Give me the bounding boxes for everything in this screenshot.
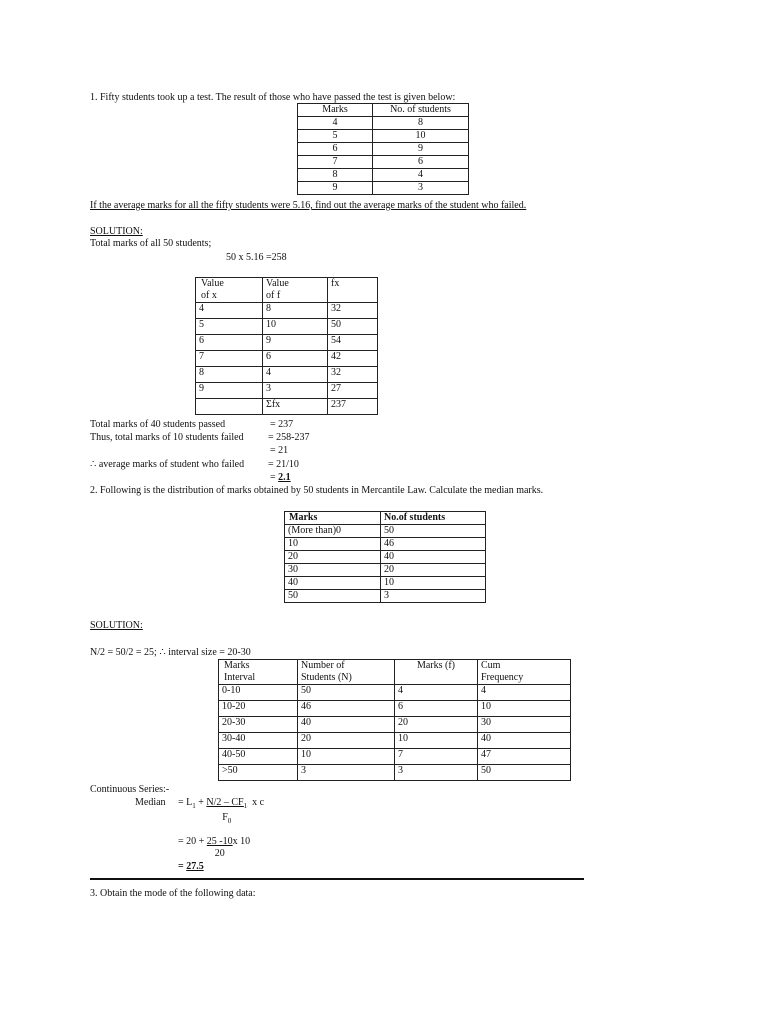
cell: 46 <box>298 701 395 717</box>
q1-table <box>297 103 469 195</box>
formula-sub: 1 <box>192 802 196 810</box>
cell: 9 <box>263 335 328 351</box>
cell: 10 <box>263 319 328 335</box>
s1-table <box>195 277 378 415</box>
cell: 7 <box>298 156 373 169</box>
cell: 7 <box>395 749 478 765</box>
cell: 5 <box>196 319 263 335</box>
s1-calc-1-left: Total marks of 40 students passed <box>90 419 226 430</box>
cell: 32 <box>328 367 378 383</box>
cell: 6 <box>373 156 469 169</box>
s1-header-x <box>196 278 263 303</box>
cell: 3 <box>395 765 478 781</box>
table-row <box>219 685 571 701</box>
cell: 0-10 <box>219 685 298 701</box>
numerator-text: N/2 – CF <box>206 797 244 808</box>
total-value: 237 <box>328 399 378 415</box>
table-row <box>285 538 486 551</box>
formula-denominator <box>222 812 231 823</box>
table-row <box>219 749 571 765</box>
denominator-sub: 0 <box>227 817 232 825</box>
s1-calc-2-right: = 258-237 <box>268 432 310 443</box>
cell <box>196 399 263 415</box>
cell: 50 <box>285 590 381 603</box>
cell: 3 <box>298 765 395 781</box>
q2-table <box>284 511 486 603</box>
cell: 40 <box>298 717 395 733</box>
header-line: Value <box>201 278 224 289</box>
header-line: Number of <box>301 660 345 671</box>
cell: 4 <box>373 169 469 182</box>
header-line: Frequency <box>481 672 524 683</box>
table-row <box>285 577 486 590</box>
table-row <box>298 156 469 169</box>
s2-result <box>178 861 204 873</box>
cell: 3 <box>381 590 486 603</box>
s1-line1: Total marks of all 50 students; <box>90 238 212 249</box>
cell: 4 <box>196 303 263 319</box>
s2-median-formula <box>178 797 264 827</box>
cell: 50 <box>328 319 378 335</box>
table-row <box>196 367 378 383</box>
s2-solution-label: SOLUTION: <box>90 620 143 631</box>
cell: 4 <box>263 367 328 383</box>
header-line: Interval <box>224 672 256 683</box>
s2-header-students <box>298 660 395 685</box>
table-row <box>196 383 378 399</box>
numerator-sub: 1 <box>243 802 248 810</box>
denominator-text: F <box>222 812 228 823</box>
q1-header-students: No. of students <box>373 104 469 117</box>
step-x: x 10 <box>232 836 251 847</box>
cell: 9 <box>298 182 373 195</box>
formula-numerator <box>206 797 247 808</box>
cell: >50 <box>219 765 298 781</box>
cell: 9 <box>196 383 263 399</box>
cell: 10 <box>285 538 381 551</box>
section-divider <box>90 878 584 880</box>
table-row <box>196 351 378 367</box>
cell: 47 <box>478 749 571 765</box>
cell: 4 <box>395 685 478 701</box>
header-line: fx <box>331 278 340 289</box>
s1-calc-3-right: = 21 <box>270 445 289 456</box>
q2-text: 2. Following is the distribution of marks obtained by 50 students in Mercantile Law. Calculate the median marks. <box>90 485 544 496</box>
s2-median-label: Median <box>135 797 166 808</box>
header-line: Students (N) <box>301 672 352 683</box>
cell: 10 <box>478 701 571 717</box>
header-line: Marks (f) <box>416 660 456 671</box>
cell: 6 <box>395 701 478 717</box>
formula-plus: + <box>195 797 207 808</box>
cell: 10 <box>395 733 478 749</box>
q1-header-marks: Marks <box>298 104 373 117</box>
q2-table-header <box>285 512 486 525</box>
cell: 10 <box>381 577 486 590</box>
s2-table <box>218 659 571 781</box>
table-row <box>285 551 486 564</box>
cell: 40 <box>285 577 381 590</box>
q1-table-header <box>298 104 469 117</box>
cell: 10 <box>373 130 469 143</box>
result-prefix: = <box>178 861 187 872</box>
s1-calc-2-left: Thus, total marks of 10 students failed <box>90 432 244 443</box>
cell: 3 <box>373 182 469 195</box>
step-numerator: 25 -10 <box>206 836 233 847</box>
formula-eq: = L <box>178 797 193 808</box>
s1-line2: 50 x 5.16 =258 <box>226 252 287 263</box>
table-row <box>196 319 378 335</box>
table-row <box>298 130 469 143</box>
cell: 8 <box>373 117 469 130</box>
formula-xc: x c <box>247 797 265 808</box>
q1-text: 1. Fifty students took up a test. The result of those who have passed the test is given below: <box>90 92 456 103</box>
cell: 9 <box>373 143 469 156</box>
s2-header-interval <box>219 660 298 685</box>
result-value: 27.5 <box>186 861 204 872</box>
total-label: Σfx <box>263 399 328 415</box>
s1-header-f <box>263 278 328 303</box>
cell: 8 <box>263 303 328 319</box>
answer-prefix: = <box>270 472 279 483</box>
s1-calc-4-right: = 21/10 <box>268 459 299 470</box>
table-row <box>219 765 571 781</box>
s1-calc-1-right: = 237 <box>270 419 294 430</box>
s1-answer <box>270 472 291 484</box>
formula-fraction <box>206 797 247 827</box>
table-row <box>285 525 486 538</box>
s2-series-label: Continuous Series:- <box>90 784 170 795</box>
table-row <box>298 117 469 130</box>
cell: 4 <box>298 117 373 130</box>
cell: 50 <box>381 525 486 538</box>
cell: 40 <box>381 551 486 564</box>
cell: 30 <box>478 717 571 733</box>
s2-table-header <box>219 660 571 685</box>
table-row <box>196 303 378 319</box>
cell: 30 <box>285 564 381 577</box>
step-lead: = 20 + <box>178 836 207 847</box>
s2-header-cum <box>478 660 571 685</box>
s1-table-header <box>196 278 378 303</box>
table-row <box>298 143 469 156</box>
cell: 46 <box>381 538 486 551</box>
q2-header-students: No.of students <box>381 512 486 525</box>
header-line: Value <box>266 278 289 289</box>
answer-value: 2.1 <box>278 472 291 483</box>
cell: 40 <box>478 733 571 749</box>
cell: 50 <box>298 685 395 701</box>
q1-question: If the average marks for all the fifty students were 5.16, find out the average marks of the student who failed. <box>90 200 527 211</box>
header-line: Cum <box>481 660 501 671</box>
q3-text: 3. Obtain the mode of the following data: <box>90 888 256 899</box>
table-row <box>219 733 571 749</box>
cell: 8 <box>196 367 263 383</box>
cell: 32 <box>328 303 378 319</box>
cell: 20-30 <box>219 717 298 733</box>
table-row <box>298 182 469 195</box>
cell: 20 <box>285 551 381 564</box>
cell: 42 <box>328 351 378 367</box>
cell: 30-40 <box>219 733 298 749</box>
cell: 6 <box>298 143 373 156</box>
s2-header-marks-f <box>395 660 478 685</box>
header-line: of f <box>266 290 281 301</box>
cell: (More than)0 <box>285 525 381 538</box>
cell: 50 <box>478 765 571 781</box>
cell: 27 <box>328 383 378 399</box>
s1-calc-4-left: ∴ average marks of student who failed <box>90 459 245 470</box>
cell: 5 <box>298 130 373 143</box>
cell: 8 <box>298 169 373 182</box>
header-line: Marks <box>224 660 250 671</box>
cell: 3 <box>263 383 328 399</box>
cell: 10-20 <box>219 701 298 717</box>
step-denominator: 20 <box>214 848 225 859</box>
s1-solution-label: SOLUTION: <box>90 226 143 237</box>
table-row <box>219 717 571 733</box>
header-line: of x <box>201 290 217 301</box>
cell: 6 <box>196 335 263 351</box>
step-fraction <box>207 836 233 860</box>
cell: 20 <box>381 564 486 577</box>
table-row <box>196 335 378 351</box>
s2-line1: N/2 = 50/2 = 25; ∴ interval size = 20-30 <box>90 647 251 658</box>
s2-step <box>178 836 250 860</box>
table-row <box>298 169 469 182</box>
cell: 6 <box>263 351 328 367</box>
cell: 7 <box>196 351 263 367</box>
s1-header-fx <box>328 278 378 303</box>
q2-header-marks: Marks <box>285 512 381 525</box>
s1-total-row <box>196 399 378 415</box>
table-row <box>285 590 486 603</box>
cell: 40-50 <box>219 749 298 765</box>
cell: 4 <box>478 685 571 701</box>
cell: 10 <box>298 749 395 765</box>
table-row <box>285 564 486 577</box>
cell: 20 <box>395 717 478 733</box>
table-row <box>219 701 571 717</box>
cell: 20 <box>298 733 395 749</box>
cell: 54 <box>328 335 378 351</box>
